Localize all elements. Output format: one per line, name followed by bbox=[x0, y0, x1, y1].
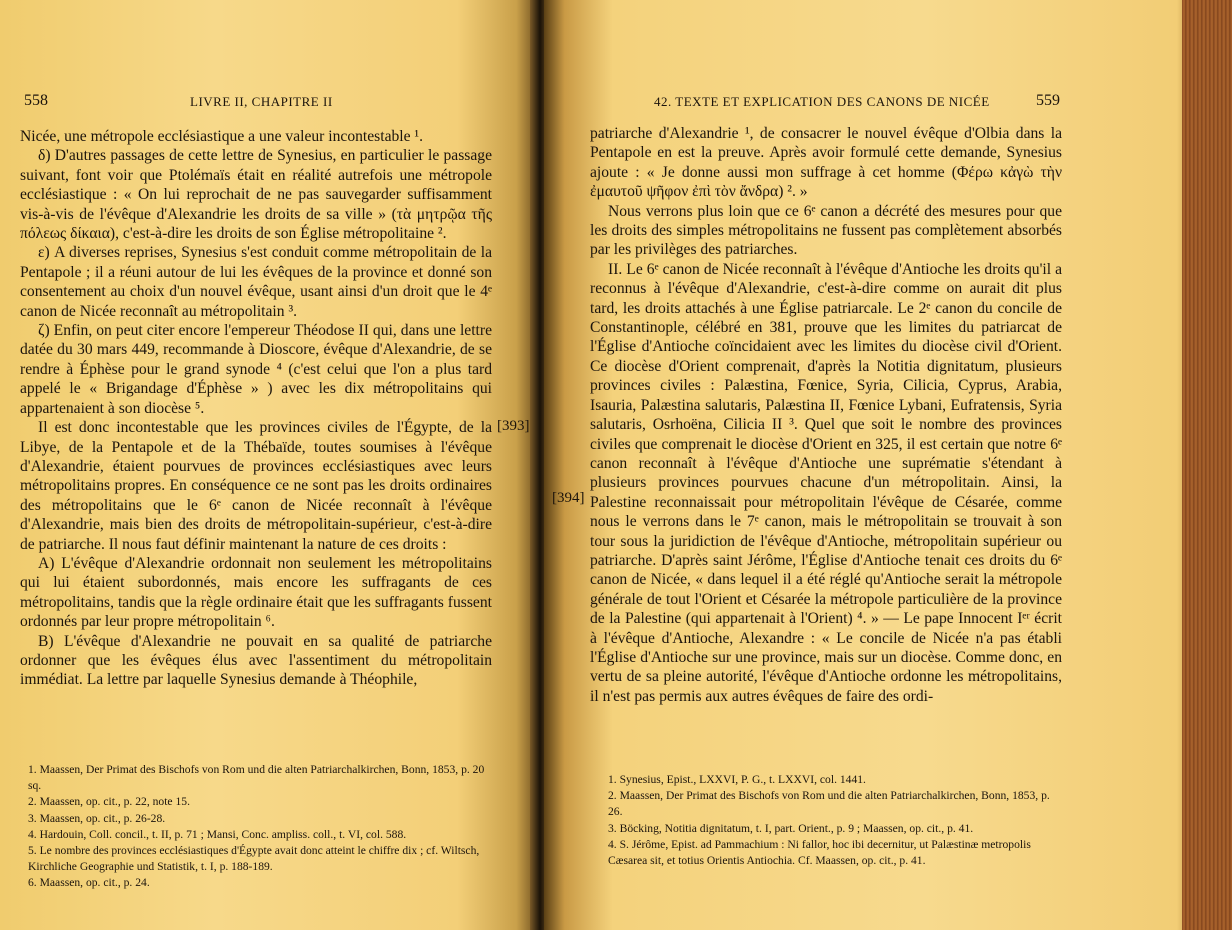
footnote: 4. S. Jérôme, Epist. ad Pammachium : Ni fallor, hoc ibi decernitur, ut Palæstinæ metropolis Cæsarea sit, et totius Orientis Antiochia. Cf. Maassen, op. cit., p. 41. bbox=[608, 837, 1031, 868]
footnote: 1. Maassen, Der Primat des Bischofs von Rom und die alten Patriarchalkirchen, Bonn, 1853, p. 20 sq. bbox=[28, 763, 485, 793]
left-page-number: 558 bbox=[24, 92, 48, 109]
paragraph: patriarche d'Alexandrie ¹, de consacrer le nouvel évêque d'Olbia dans la Pentapole en est la preuve. Après avoir formulé cette demande, Synesius ajoute : « Je donne aussi mon suffrage à cet homme (Φέρω κἀγὼ τὴν ἐμαυτοῦ ψῆφον ἐπὶ τὸν ἄνδρα) ². » bbox=[590, 125, 1062, 201]
right-margin-note: [394] bbox=[552, 490, 585, 506]
right-page-number: 559 bbox=[1036, 92, 1060, 109]
paragraph: B) L'évêque d'Alexandrie ne pouvait en sa qualité de patriarche ordonner que les évêques élus avec l'assentiment du métropolitain immédiat. La lettre par laquelle Synesius demande à Théophile, bbox=[20, 632, 492, 689]
left-page bbox=[0, 0, 538, 930]
footnote: 4. Hardouin, Coll. concil., t. II, p. 71 ; Mansi, Conc. ampliss. coll., t. VI, col. 588. bbox=[28, 827, 407, 841]
footnote: 5. Le nombre des provinces ecclésiastiques d'Égypte avait donc atteint le chiffre dix ; cf. Wiltsch, Kirchliche Geographie und Statistik, t. I, p. 188-189. bbox=[28, 844, 480, 874]
paragraph: Nicée, une métropole ecclésiastique a une valeur incontestable ¹. bbox=[20, 128, 424, 145]
paragraph: δ) D'autres passages de cette lettre de Synesius, en particulier le passage suivant, font voir que Ptolémaïs était en réalité autrefois une métropole ecclésiastique : « On lui reprochait de ne pas sauvegarder suffisamment vis-à-vis de l'évêque d'Alexandrie les droits de sa ville » (τὰ μητρῷα τῆς πόλεως δίκαια), c'est-à-dire les droits de son Église métropolitaine ². bbox=[20, 147, 492, 243]
left-body-text bbox=[20, 127, 492, 690]
right-footnotes bbox=[594, 772, 1062, 869]
right-running-head: 42. TEXTE ET EXPLICATION DES CANONS DE NICÉE bbox=[654, 94, 990, 109]
footnote: 3. Maassen, op. cit., p. 26-28. bbox=[28, 811, 166, 825]
paragraph: A) L'évêque d'Alexandrie ordonnait non seulement les métropolitains qui lui étaient subordonnés, mais encore les suffragants de ces métropolitains, tandis que la règle ordinaire était que les suffragants fussent ordonnés par leur propre métropolitain ⁶. bbox=[20, 554, 492, 631]
footnote: 3. Böcking, Notitia dignitatum, t. I, part. Orient., p. 9 ; Maassen, op. cit., p. 41. bbox=[608, 821, 974, 835]
footnote: 2. Maassen, Der Primat des Bischofs von Rom und die alten Patriarchalkirchen, Bonn, 1853, p. 26. bbox=[608, 789, 1050, 819]
right-page bbox=[544, 0, 1232, 930]
paragraph: Nous verrons plus loin que ce 6ᵉ canon a décrété des mesures pour que les droits des simples métropolitains ne fussent pas complètement absorbés par les privilèges des patriarches. bbox=[590, 202, 1062, 259]
paragraph: II. Le 6ᵉ canon de Nicée reconnaît à l'évêque d'Antioche les droits qu'il a reconnus à l'évêque d'Alexandrie, c'est-à-dire comme on aurait dit plus tard, les droits attachés à une Église patriarcale. Le 2ᵉ canon du concile de Constantinople, célébré en 381, prouve que les limites du patriarcat de l'Église d'Antioche coïncidaient avec les limites du diocèse civil d'Orient. Ce diocèse d'Orient comprenait, d'après la Notitia dignitatum, plusieurs provinces civiles : Palæstina, Fœnice, Syria, Cilicia, Cyprus, Arabia, Isauria, Palæstina salutaris, Palæstina II, Fœnice Lybani, Eufratensis, Syria salutaris, Osrhoëna, Cilicia II ³. Quel que soit le nombre des provinces civiles que comprenait le diocèse d'Orient en 325, il est certain que notre 6ᵉ canon reconnaît à l'évêque d'Antioche une suprématie s'étendant à plusieurs provinces pourvues chacune d'un métropolitain. Ainsi, la Palestine reconnaissait pour métropolitain l'évêque de Césarée, comme nous le verrons dans le 7ᵉ canon, mais le métropolitain se trouvait à son tour sous la juridiction de l'évêque d'Antioche, métropolitain supérieur ou patriarche. D'après saint Jérôme, l'Église d'Antioche tenait ces droits du 6ᵉ canon de Nicée, « dans lequel il a été réglé qu'Antioche serait la métropole générale de tout l'Orient et Césarée la métropole particulière de la province de la Palestine (qui appartenait à l'Orient) ⁴. » — Le pape Innocent Iᵉʳ écrit à l'évêque d'Antioche, Alexandre : « Le concile de Nicée n'a pas établi l'Église d'Antioche sur une province, mais sur un diocèse. Comme donc, en vertu de sa pleine autorité, l'évêque d'Antioche ordonne les métropolitains, il n'est pas permis aux autres évêques de faire des ordi- bbox=[590, 260, 1062, 705]
footnote: 1. Synesius, Epist., LXXVI, P. G., t. LXXVI, col. 1441. bbox=[608, 773, 866, 786]
paragraph: Il est donc incontestable que les provinces civiles de l'Égypte, de la Libye, de la Pentapole et de la Thébaïde, toutes soumises à l'évêque d'Alexandrie, étaient pourvues de provinces ecclésiastiques avec leurs métropolitains propres. En conséquence ce ne sont pas les droits ordinaires des métropolitains que le 6ᵉ canon de Nicée reconnaît à l'évêque d'Alexandrie, mais bien des droits de métropolitain-supérieur, c'est-à-dire de patriarche. Il nous faut définir maintenant la nature de ces droits : bbox=[20, 419, 492, 553]
footnote: 2. Maassen, op. cit., p. 22, note 15. bbox=[28, 795, 190, 809]
left-margin-note: [393] bbox=[497, 418, 530, 434]
footnote: 6. Maassen, op. cit., p. 24. bbox=[28, 876, 150, 890]
paragraph: ε) A diverses reprises, Synesius s'est conduit comme métropolitain de la Pentapole ; il a réuni autour de lui les évêques de la province et donné son consentement au choix d'un nouvel évêque, usant ainsi d'un droit que le 4ᵉ canon de Nicée reconnaît au métropolitain ³. bbox=[20, 244, 492, 320]
paragraph: ζ) Enfin, on peut citer encore l'empereur Théodose II qui, dans une lettre datée du 30 mars 449, recommande à Dioscore, évêque d'Alexandrie, de se rendre à Éphèse pour le grand synode ⁴ (c'est celui que l'on a plus tard appelé le « Brigandage d'Éphèse » ) avec les dix métropolitains qui appartenaient à son diocèse ⁵. bbox=[20, 322, 492, 417]
left-footnotes bbox=[14, 762, 488, 892]
right-body-text bbox=[590, 124, 1062, 706]
page-edges bbox=[1182, 0, 1232, 930]
left-running-head: LIVRE II, CHAPITRE II bbox=[190, 94, 333, 109]
